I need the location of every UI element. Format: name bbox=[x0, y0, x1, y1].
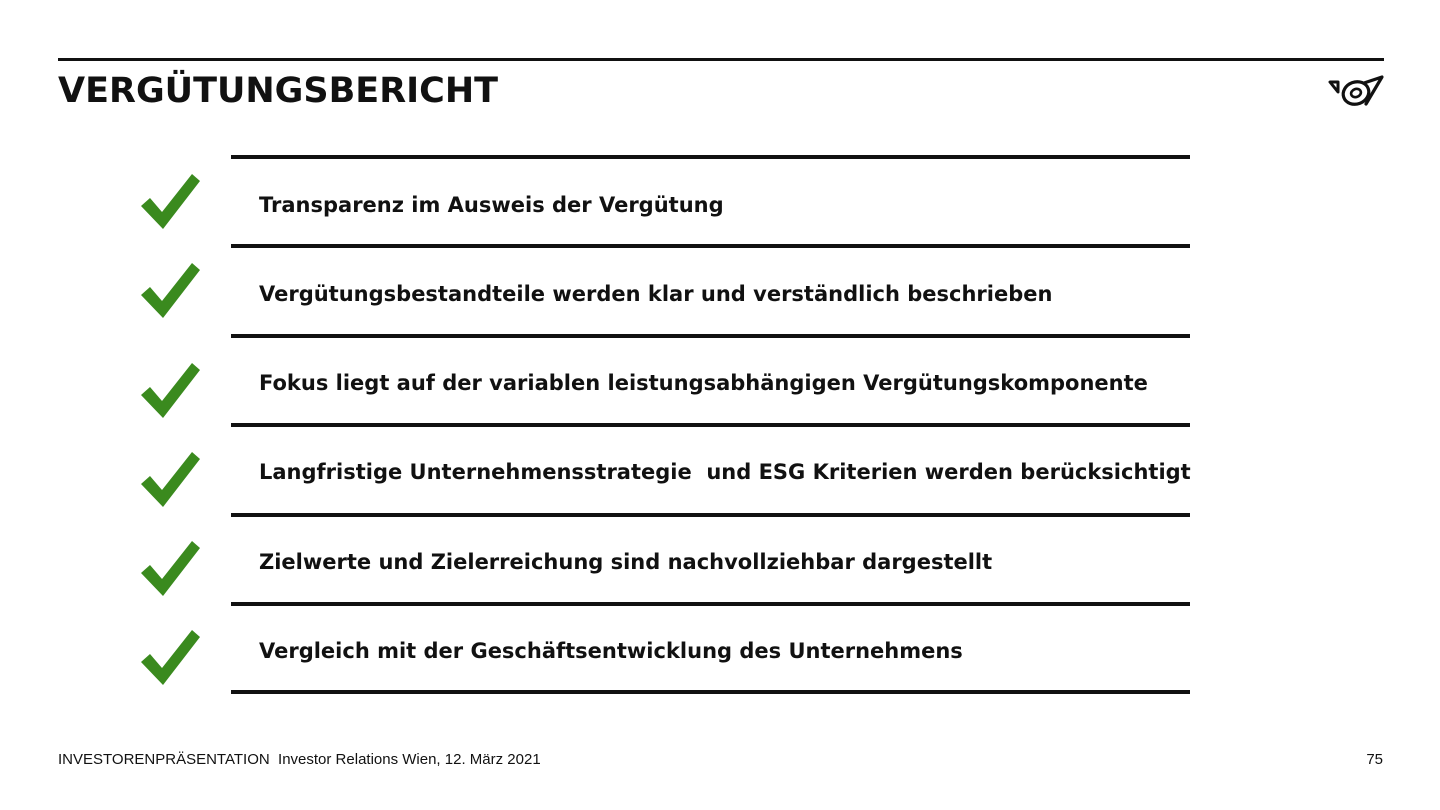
footer-text: INVESTORENPRÄSENTATION Investor Relations Wien, 12. März 2021 bbox=[58, 751, 541, 768]
page-title: VERGÜTUNGSBERICHT bbox=[58, 71, 499, 111]
check-icon bbox=[138, 259, 202, 321]
list-item: Langfristige Unternehmensstrategie und ESG Kriterien werden berücksichtigt bbox=[259, 460, 1191, 484]
item-divider bbox=[231, 423, 1190, 427]
check-icon bbox=[138, 359, 202, 421]
item-divider bbox=[231, 690, 1190, 694]
check-icon bbox=[138, 448, 202, 510]
item-divider bbox=[231, 155, 1190, 159]
list-item: Fokus liegt auf der variablen leistungsabhängigen Vergütungskomponente bbox=[259, 371, 1148, 395]
check-icon bbox=[138, 170, 202, 232]
item-divider bbox=[231, 513, 1190, 517]
list-item: Zielwerte und Zielerreichung sind nachvollziehbar dargestellt bbox=[259, 550, 993, 574]
check-icon bbox=[138, 537, 202, 599]
list-item: Vergütungsbestandteile werden klar und verständlich beschrieben bbox=[259, 282, 1053, 306]
list-item: Transparenz im Ausweis der Vergütung bbox=[259, 193, 724, 217]
check-icon bbox=[138, 626, 202, 688]
posthorn-logo-icon bbox=[1328, 74, 1386, 108]
page-number: 75 bbox=[1366, 751, 1383, 768]
top-rule bbox=[58, 58, 1384, 61]
list-item: Vergleich mit der Geschäftsentwicklung des Unternehmens bbox=[259, 639, 963, 663]
item-divider bbox=[231, 244, 1190, 248]
item-divider bbox=[231, 334, 1190, 338]
item-divider bbox=[231, 602, 1190, 606]
